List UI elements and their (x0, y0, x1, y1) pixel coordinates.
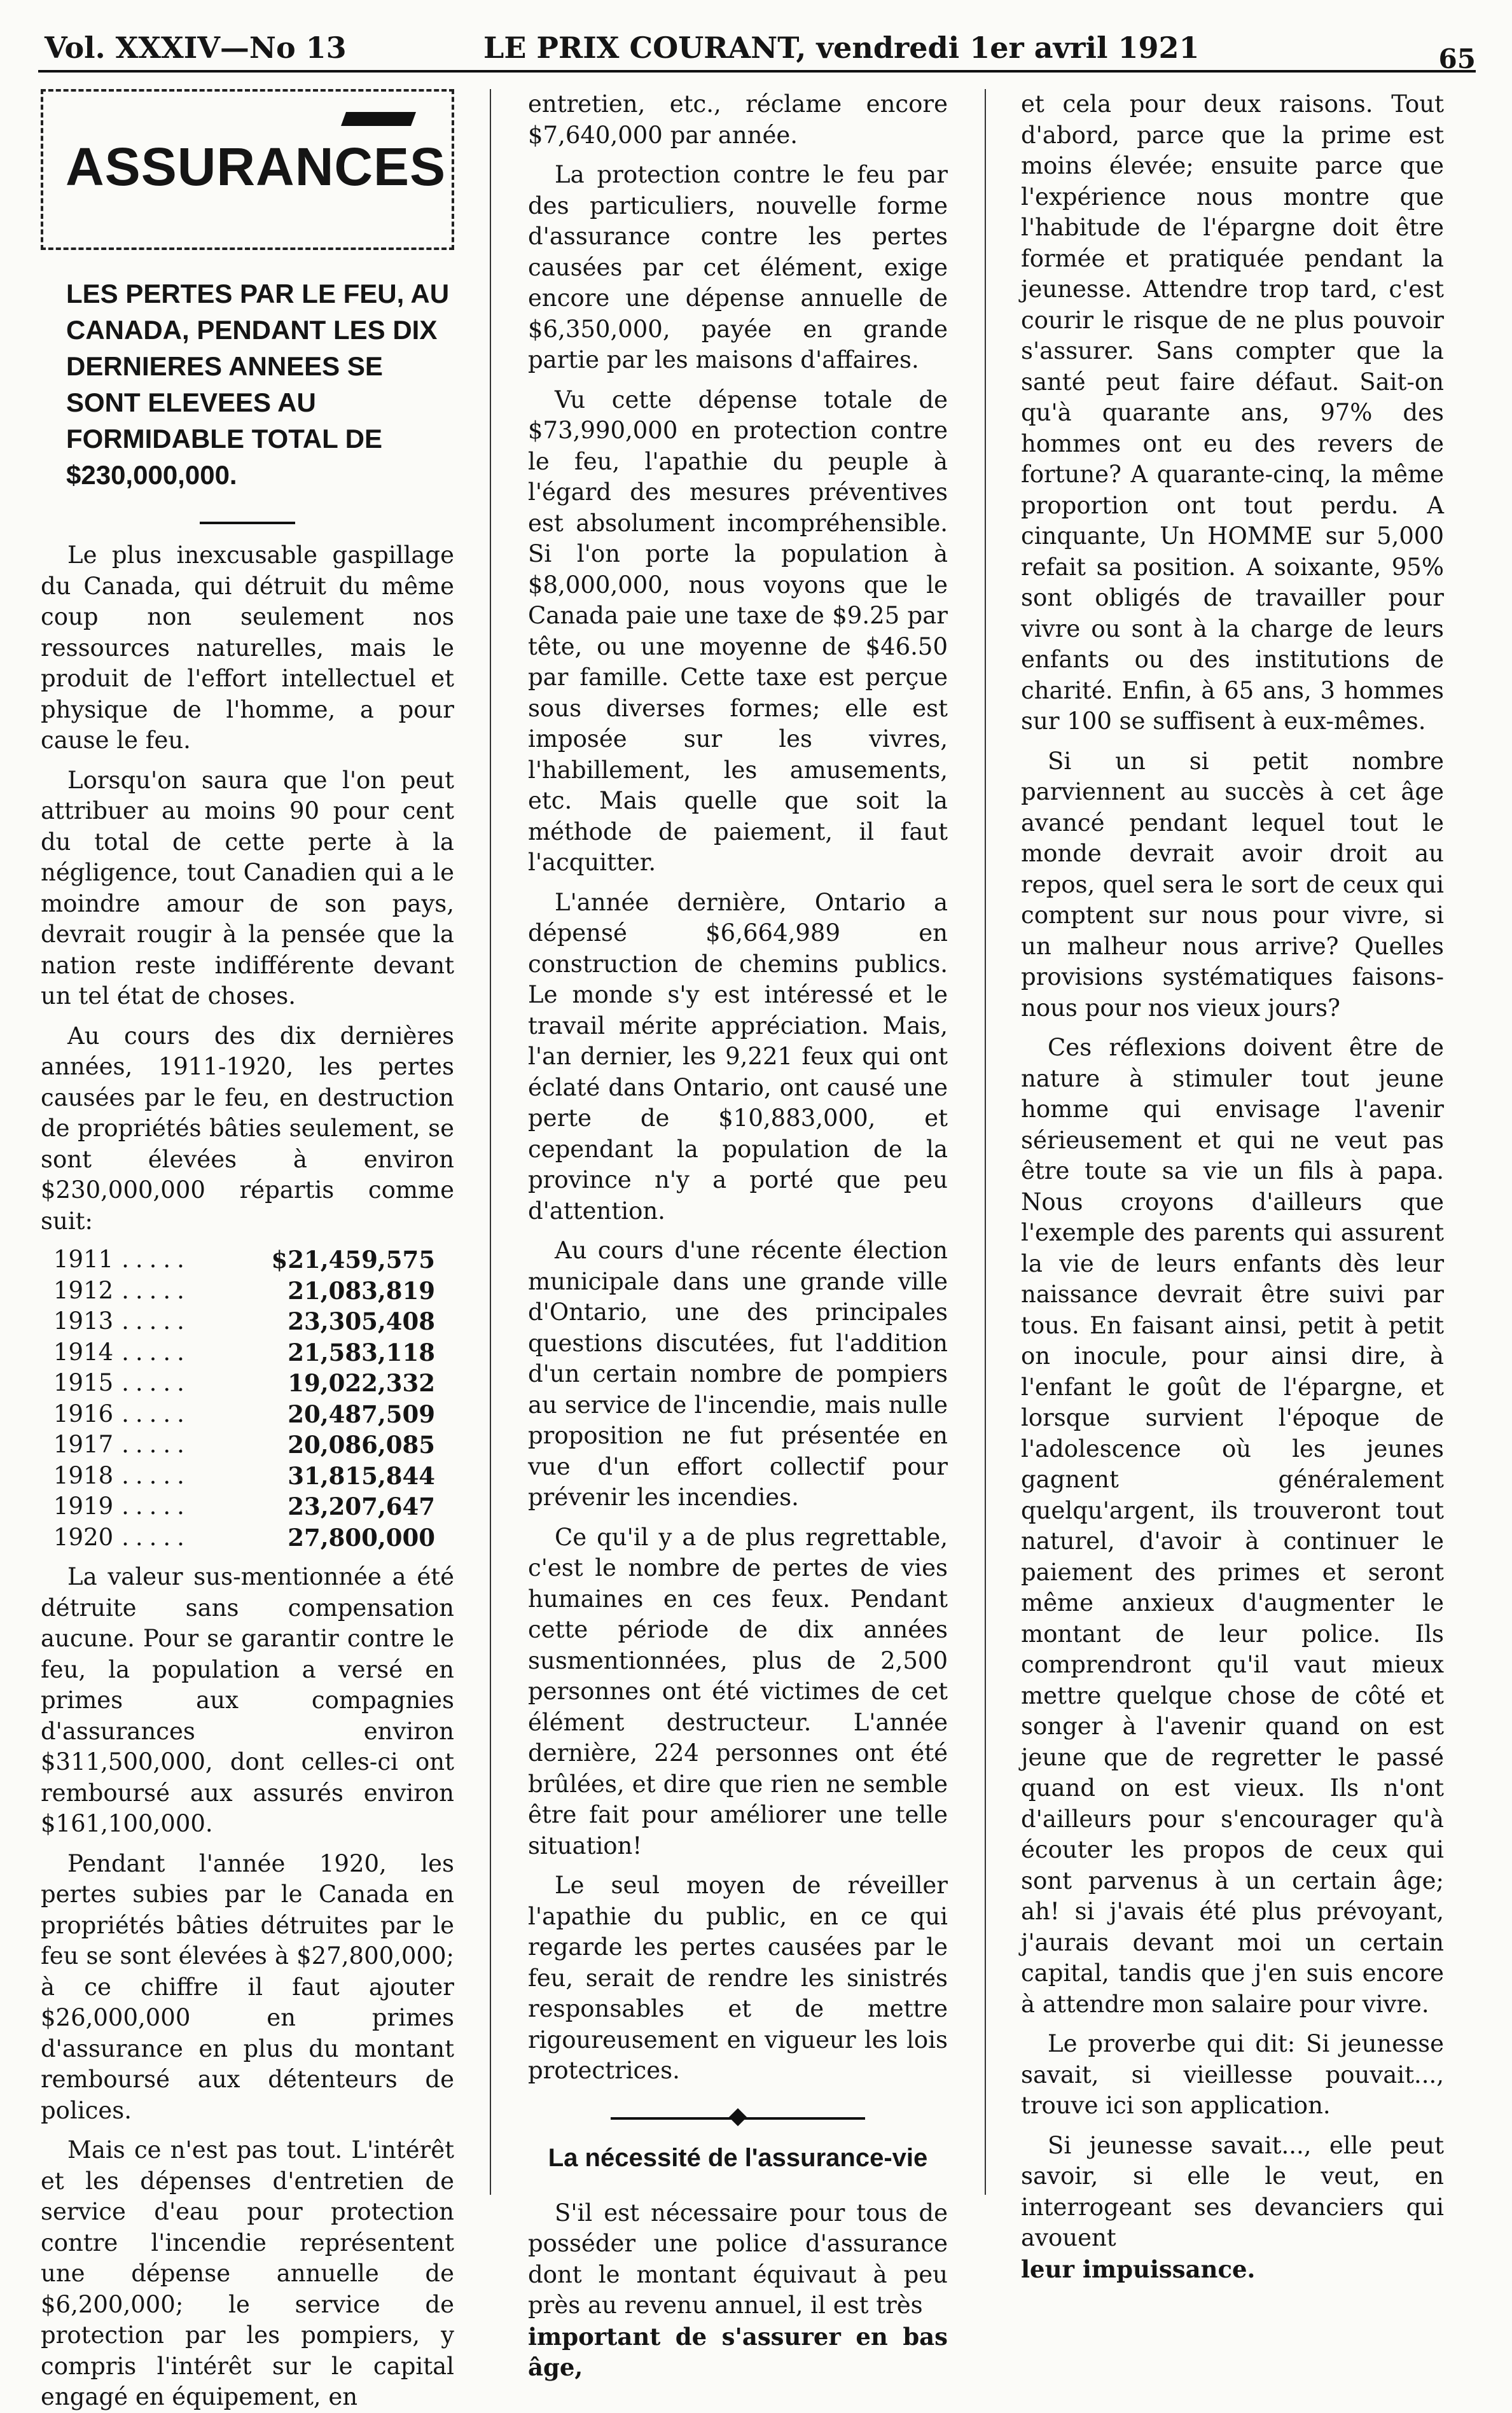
column-3 (1021, 89, 1444, 2284)
paragraph: entretien, etc., réclame encore $7,640,000 par année. (528, 90, 948, 149)
table-row (53, 1244, 435, 1276)
leader-dots: ..... (121, 1400, 191, 1428)
amount-cell: 19,022,332 (288, 1369, 435, 1397)
leader-dots: ..... (121, 1492, 191, 1520)
paragraph: Au cours d'une récente élection municipale dans une grande ville d'Ontario, une des principales questions discutées, fut l'addition d'un certain nombre de pompiers au service de l'incendie, mais nulle proposition ne fut présentée en vue d'un effort collectif pour prévenir les incendies. (528, 1237, 948, 1511)
amount-cell: 31,815,844 (288, 1461, 435, 1490)
paragraph: et cela pour deux raisons. Tout d'abord, parce que la prime est moins élevée; ensuite parce que l'expérience nous montre que l'habitude de l'épargne doit être formée et pratiquée pendant la jeunesse. Attendre trop tard, c'est courir le risque de ne plus pouvoir s'assurer. Sans compter que la santé peut faire défaut. Sait-on qu'à quarante ans, 97% des hommes ont eu des revers de fortune? A quarante-cinq, la même proportion ont tout perdu. A cinquante, Un HOMME sur 5,000 refait sa position. A soixante, 95% sont obligés de travailler pour vivre ou sont à la charge de leurs enfants ou des institutions de charité. Enfin, à 65 ans, 3 hommes sur 100 se suffisent à eux-mêmes. (1021, 90, 1444, 735)
year-cell: 1919 (53, 1492, 114, 1520)
leader-dots: ..... (121, 1369, 191, 1396)
leader-dots: ..... (121, 1523, 191, 1551)
bold-text: important de s'assurer en bas âge, (528, 2322, 948, 2381)
table-row (53, 1276, 435, 1307)
paragraph: Le seul moyen de réveiller l'apathie du public, en ce qui regarde les pertes causées par le feu, serait de rendre les sinistrés responsables et de mettre rigoureusement en vigueur les lois protectrices. (528, 1872, 948, 2084)
column-1 (41, 89, 454, 2413)
paragraph: Ces réflexions doivent être de nature à stimuler tout jeune homme qui envisage l'avenir sérieusement et qui ne veut pas être toute sa vie un fils à papa. Nous croyons d'ailleurs que l'exemple des parents qui assurent la vie de leurs enfants dès leur naissance devrait être suivi par tous. En faisant ainsi, petit à petit on inocule, pour ainsi dire, à l'enfant le goût de l'épargne, et lorsque survient l'époque de l'adolescence où les jeunes gagnent généralement quelqu'argent, ils trouveront tout naturel, d'avoir à continuer le paiement des primes et seront même anxieux d'augmenter le montant de leur police. Ils comprendront qu'il vaut mieux mettre quelque chose de côté et songer à l'avenir quand on est jeune que de regretter le passé quand on est vieux. Ils n'ont d'ailleurs pour s'encourager qu'à écouter les propos de ceux qui sont parvenus à un certain âge; ah! si j'avais été plus prévoyant, j'aurais devant moi un certain capital, tandis que j'en suis encore à attendre mon salaire pour vivre. (1021, 1034, 1444, 2018)
column-rule (490, 89, 491, 2195)
leader-dots: ..... (121, 1307, 191, 1335)
amount-cell: 21,583,118 (288, 1338, 435, 1366)
newspaper-title-date: LE PRIX COURANT, vendredi 1er avril 1921 (483, 31, 1200, 65)
paragraph: Mais ce n'est pas tout. L'intérêt et les dépenses d'entretien de service d'eau pour protection contre l'incendie représentent une dépense annuelle de $6,200,000; le service de protection par les pompiers, y compris l'intérêt sur le capital engagé en équipement, en (41, 2136, 454, 2410)
paragraph: Au cours des dix dernières années, 1911-1920, les pertes causées par le feu, en destruction de propriétés bâties seulement, se sont élevées à environ $230,000,000 répartis comme suit: (41, 1022, 454, 1235)
year-cell: 1911 (53, 1246, 114, 1273)
year-cell: 1917 (53, 1431, 114, 1458)
amount-cell: 20,086,085 (288, 1431, 435, 1459)
paragraph: S'il est nécessaire pour tous de posséder une police d'assurance dont le montant équivaut à peu près au revenu annuel, il est très (528, 2199, 948, 2319)
amount-cell: 20,487,509 (288, 1400, 435, 1428)
year-cell: 1912 (53, 1276, 114, 1304)
paragraph: Le proverbe qui dit: Si jeunesse savait, si vieillesse pouvait..., trouve ici son application. (1021, 2030, 1444, 2119)
amount-cell: 23,207,647 (288, 1492, 435, 1520)
year-cell: 1915 (53, 1369, 114, 1396)
amount-cell: $21,459,575 (271, 1246, 435, 1274)
article-headline: La nécessité de l'assurance-vie (548, 2143, 928, 2172)
article-divider (528, 2106, 948, 2131)
amount-cell: 23,305,408 (288, 1307, 435, 1335)
paragraph: Si un si petit nombre parviennent au succès à cet âge avancé pendant lequel tout le monde devrait avoir droit au repos, quel sera le sort de ceux qui comptent sur nous pour vivre, si un malheur nous arrive? Quelles provisions systématiques faisons-nous pour nos vieux jours? (1021, 747, 1444, 1022)
paragraph: Lorsqu'on saura que l'on peut attribuer au moins 90 pour cent du total de cette perte à la négligence, tout Canadien qui a le moindre amour de son pays, devrait rougir à la pensée que la nation reste indifférente devant un tel état de choses. (41, 766, 454, 1010)
bold-text: leur impuissance. (1021, 2255, 1256, 2283)
page-number: 65 (1438, 43, 1476, 74)
divider (200, 522, 295, 524)
year-cell: 1916 (53, 1400, 114, 1428)
leader-dots: ..... (121, 1431, 191, 1458)
table-row (53, 1429, 435, 1461)
table-row (53, 1522, 435, 1554)
table-row (53, 1461, 435, 1492)
year-cell: 1918 (53, 1461, 114, 1489)
column-2 (528, 89, 948, 2383)
year-cell: 1913 (53, 1307, 114, 1335)
table-row (53, 1306, 435, 1337)
paragraph: Si jeunesse savait..., elle peut savoir, si elle le veut, en interrogeant ses devanciers qui avouent (1021, 2131, 1444, 2251)
section-header-box (41, 89, 454, 250)
paragraph: Le plus inexcusable gaspillage du Canada, qui détruit du même coup non seulement nos ressources naturelles, mais le produit de l'effort intellectuel et physique de l'homme, a pour cause le feu. (41, 541, 454, 754)
column-rule (985, 89, 986, 2195)
year-cell: 1914 (53, 1338, 114, 1366)
paragraph: Ce qu'il y a de plus regrettable, c'est le nombre de pertes de vies humaines en ces feux. Pendant cette période de dix années susmentionnées, plus de 2,500 personnes ont été victimes de cet élément destructeur. L'année dernière, 224 personnes ont été brûlées, et dire que rien ne semble être fait pour améliorer une telle situation! (528, 1523, 948, 1860)
diamond-icon (729, 2108, 747, 2125)
table-row (53, 1399, 435, 1430)
section-heading: ASSURANCES (66, 137, 447, 197)
fire-losses-table (53, 1244, 435, 1553)
leader-dots: ..... (121, 1461, 191, 1489)
volume-number: Vol. XXXIV—No 13 (45, 31, 347, 65)
masthead (38, 25, 1476, 73)
table-row (53, 1337, 435, 1368)
leader-dots: ..... (121, 1246, 191, 1273)
paragraph: Pendant l'année 1920, les pertes subies par le Canada en propriétés bâties détruites par le feu se sont élevées à $27,800,000; à ce chiffre il faut ajouter $26,000,000 en primes d'assurance en plus du montant remboursé aux détenteurs de polices. (41, 1849, 454, 2124)
paragraph: La valeur sus-mentionnée a été détruite sans compensation aucune. Pour se garantir contre le feu, la population a versé en primes aux compagnies d'assurances environ $311,500,000, dont celles-ci ont remboursé aux assurés environ $161,100,000. (41, 1563, 454, 1837)
amount-cell: 21,083,819 (288, 1276, 435, 1305)
paragraph: La protection contre le feu par des particuliers, nouvelle forme d'assurance contre les pertes causées par cet élément, exige encore une dépense annuelle de $6,350,000, payée en grande partie par les maisons d'affaires. (528, 161, 948, 373)
ornament-icon (341, 112, 416, 126)
article-headline: LES PERTES PAR LE FEU, AU CANADA, PENDANT LES DIX DERNIERES ANNEES SE SONT ELEVEES AU FORMIDABLE TOTAL DE $230,000,000. (66, 279, 450, 490)
table-row (53, 1491, 435, 1522)
year-cell: 1920 (53, 1523, 114, 1551)
table-row (53, 1368, 435, 1399)
leader-dots: ..... (121, 1338, 191, 1366)
amount-cell: 27,800,000 (288, 1523, 435, 1552)
paragraph: Vu cette dépense totale de $73,990,000 en protection contre le feu, l'apathie du peuple à l'égard des mesures préventives est absolument incompréhensible. Si l'on porte la population à $8,000,000, nous voyons que le Canada paie une taxe de $9.25 par tête, ou une moyenne de $46.50 par famille. Cette taxe est perçue sous diverses formes; elle est imposée sur les vivres, l'habillement, les amusements, etc. Mais quelle que soit la méthode de paiement, il faut l'acquitter. (528, 386, 948, 876)
leader-dots: ..... (121, 1276, 191, 1304)
paragraph: L'année dernière, Ontario a dépensé $6,664,989 en construction de chemins publics. Le monde s'y est intéressé et le travail mérite appréciation. Mais, l'an dernier, les 9,221 feux qui ont éclaté dans Ontario, ont causé une perte de $10,883,000, et cependant la population de la province n'y a porté que peu d'attention. (528, 888, 948, 1225)
